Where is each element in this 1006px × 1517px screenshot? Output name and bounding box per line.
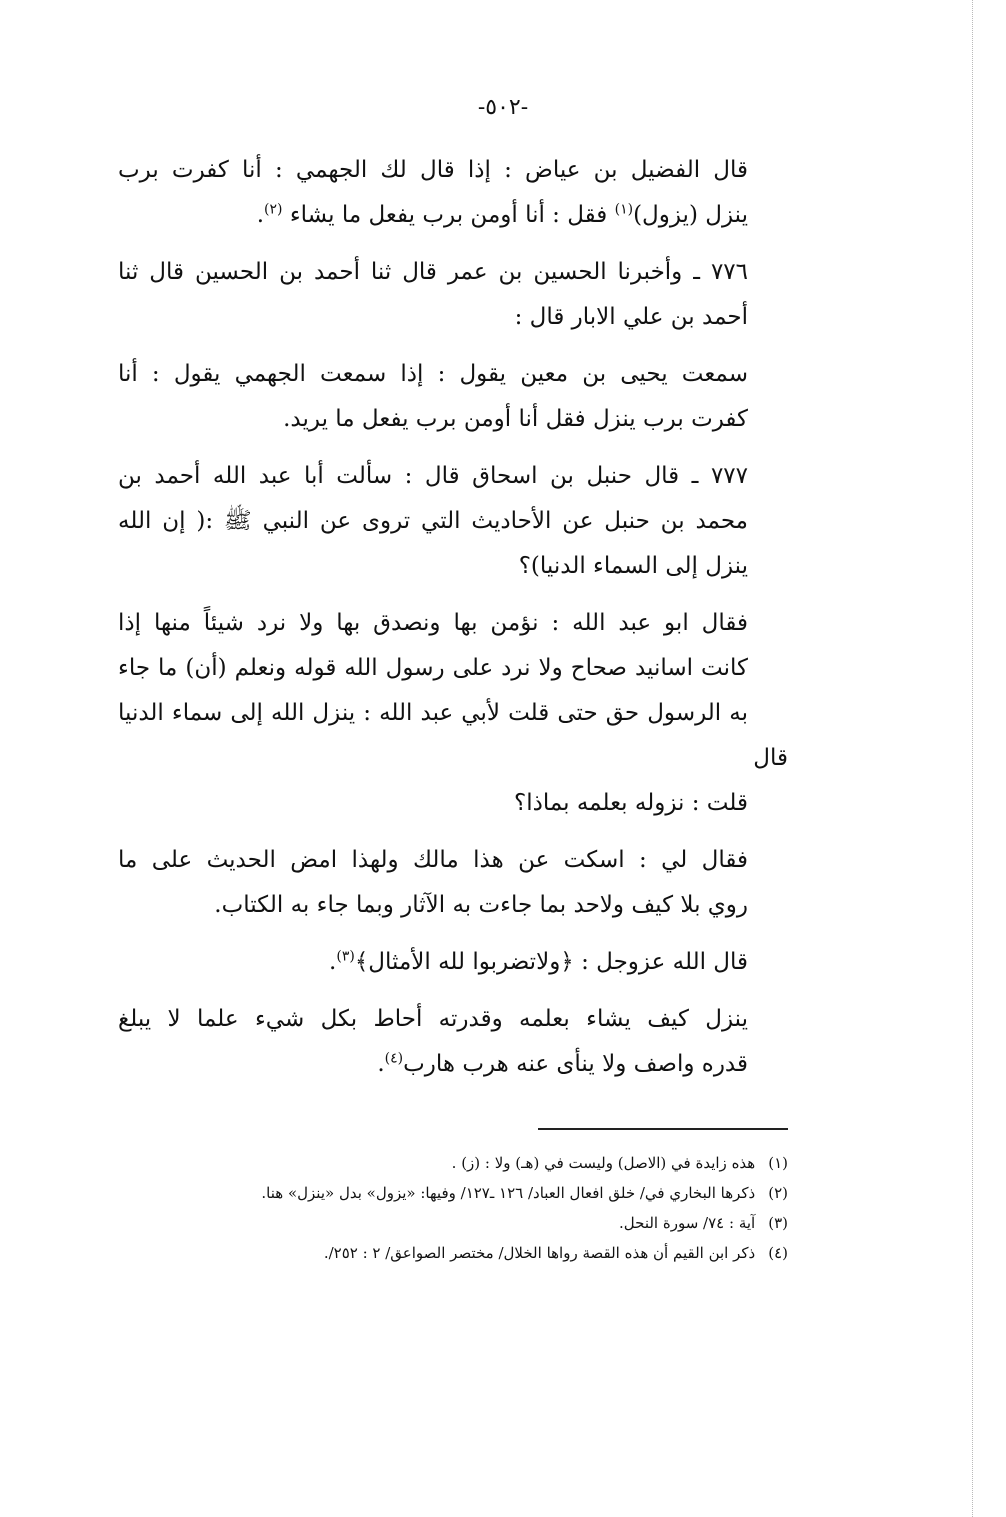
text-segment: قال الله عزوجل : xyxy=(573,949,748,975)
footnote-text: آية : ٧٤/ سورة النحل. xyxy=(619,1214,756,1232)
footnote-ref: (١) xyxy=(614,201,634,218)
footnote-number: (٢) xyxy=(768,1184,788,1202)
text-line: محمد بن حنبل عن الأحاديث التي تروى عن النبي ﷺ :( إن الله xyxy=(118,508,748,534)
footnote-ref: (٣) xyxy=(336,948,355,965)
text-line: ينزل كيف يشاء بعلمه وقدرته أحاط بكل شيء علما لا يبلغ xyxy=(118,1006,748,1032)
footnote-number: (١) xyxy=(768,1154,788,1172)
page-number: -٥٠٢- xyxy=(477,95,529,120)
text-line: قلت : نزوله بعلمه بماذا؟ xyxy=(513,790,748,816)
footnote-divider xyxy=(538,1128,788,1130)
footnote-ref: (٢) xyxy=(264,201,283,218)
text-line: قال الفضيل بن عياض : إذا قال لك الجهمي : أنا كفرت برب xyxy=(118,157,748,183)
footnote xyxy=(118,1148,788,1178)
footnote-text: ذكرها البخاري في/ خلق افعال العباد/ ١٢٦ ـ١٢٧/ وفيها: «يزول» بدل «ينزل» هنا. xyxy=(261,1184,756,1202)
footnote-text: ذكر ابن القيم أن هذه القصة رواها الخلال/ مختصر الصواعق/ ٢ : ٢٥٢/. xyxy=(323,1244,756,1262)
main-text xyxy=(118,148,788,1099)
footnotes xyxy=(118,1148,788,1268)
text-line xyxy=(118,193,788,238)
paragraph-abu-abdullah-answer xyxy=(118,601,788,826)
paragraph-uskut xyxy=(118,838,788,928)
footnote-ref: (٤) xyxy=(384,1050,404,1067)
text-line xyxy=(118,1042,788,1087)
text-line: أحمد بن علي الابار قال : xyxy=(514,304,748,330)
text-line: روي بلا كيف ولاحد بما جاءت به الآثار وبما جاء به الكتاب. xyxy=(214,892,748,918)
paragraph-776 xyxy=(118,250,788,340)
text-line: ٧٧٧ ـ قال حنبل بن اسحاق قال : سألت أبا عبد الله أحمد بن xyxy=(118,463,748,489)
paragraph-yanzil-kayfa xyxy=(118,997,788,1087)
scan-edge-line xyxy=(972,0,973,1517)
footnote-number: (٣) xyxy=(768,1214,788,1232)
text-segment: ينزل (يزول) xyxy=(633,202,748,228)
text-line: كفرت برب ينزل فقل أنا أومن برب يفعل ما يريد. xyxy=(283,406,748,432)
text-segment: . xyxy=(329,949,337,975)
paragraph-quran-verse xyxy=(118,940,788,985)
footnote-number: (٤) xyxy=(768,1244,788,1262)
footnote xyxy=(118,1238,788,1268)
text-line: به الرسول حق حتى قلت لأبي عبد الله : ينزل الله إلى سماء الدنيا قال xyxy=(118,700,788,771)
quran-verse: ﴿ولاتضربوا لله الأمثال﴾ xyxy=(354,949,574,975)
footnote xyxy=(118,1178,788,1208)
text-line: ينزل إلى السماء الدنيا)؟ xyxy=(518,553,748,579)
paragraph-fudayl xyxy=(118,148,788,238)
text-line: فقال لي : اسكت عن هذا مالك ولهذا امض الحديث على ما xyxy=(118,847,748,873)
footnote-text: هذه زايدة في (الاصل) وليست في (هـ) ولا : (ز) . xyxy=(451,1154,756,1172)
text-line: كانت اسانيد صحاح ولا نرد على رسول الله قوله ونعلم (أن) ما جاء xyxy=(118,655,748,681)
paragraph-777 xyxy=(118,454,788,589)
text-segment: . xyxy=(256,202,265,228)
text-line: سمعت يحيى بن معين يقول : إذا سمعت الجهمي يقول : أنا xyxy=(118,361,748,387)
footnote xyxy=(118,1208,788,1238)
text-line: فقال ابو عبد الله : نؤمن بها ونصدق بها ولا نرد شيئاً منها إذا xyxy=(118,610,748,636)
text-line: ٧٧٦ ـ وأخبرنا الحسين بن عمر قال ثنا أحمد بن الحسين قال ثنا xyxy=(118,259,748,285)
text-segment: . xyxy=(377,1051,385,1077)
text-segment: قدره واصف ولا ينأى عنه هرب هارب xyxy=(403,1051,748,1077)
paragraph-ibn-main xyxy=(118,352,788,442)
text-segment: فقل : أنا أومن برب يفعل ما يشاء xyxy=(282,202,615,228)
